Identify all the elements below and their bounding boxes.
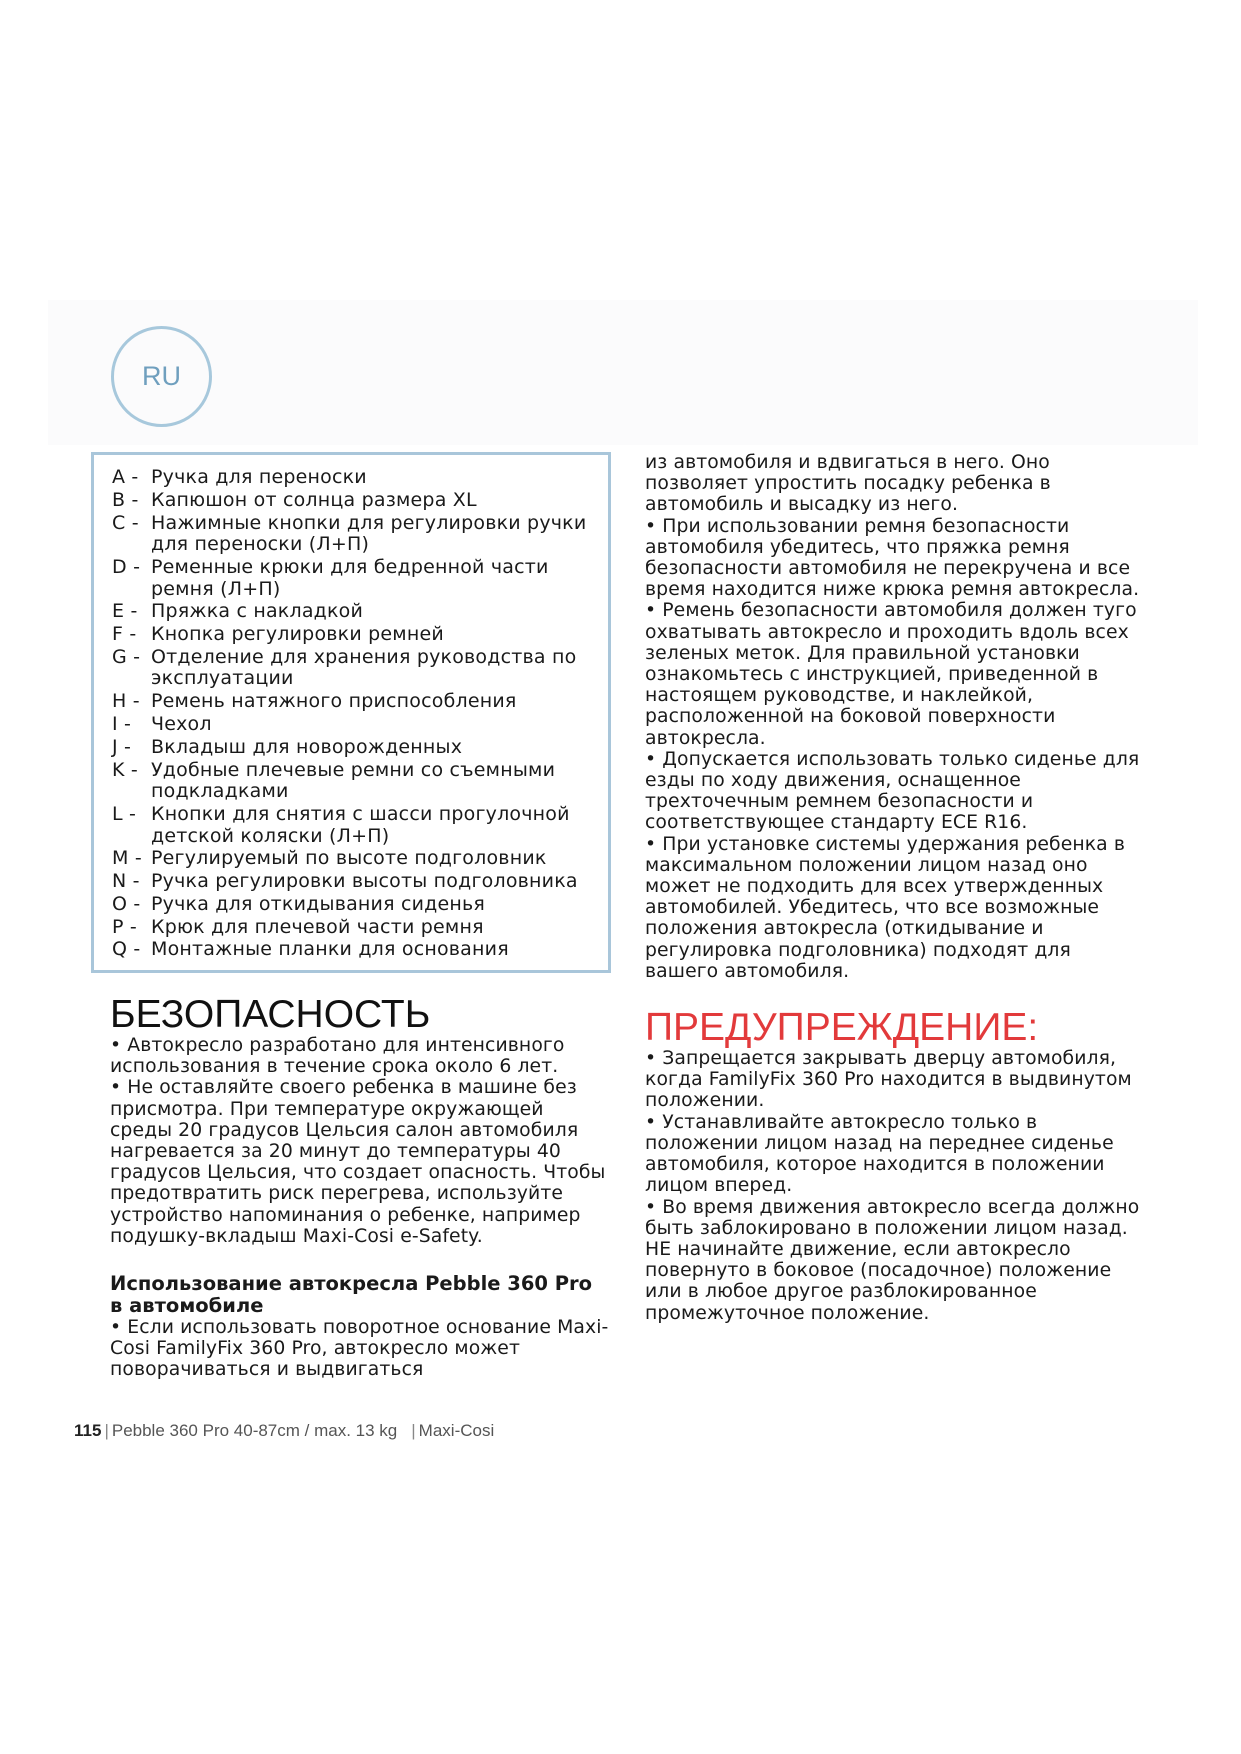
usage-paragraph: • При использовании ремня безопасности автомобиля убедитесь, что пряжка ремня безопасности автомобиля не перекручена и все время находится ниже крюка ремня автокресла. (645, 515, 1140, 601)
legend-item: E - Пряжка с накладкой (112, 600, 364, 623)
footer-separator: | (104, 1421, 109, 1440)
legend-item: P - Крюк для плечевой части ремня (112, 915, 484, 938)
legend-item: A - Ручка для переноски (112, 466, 367, 488)
warning-paragraph: • Устанавливайте автокресло только в положении лицом назад на переднее сиденье автомобиля, которое находится в положении лицом вперед. (645, 1111, 1114, 1197)
warning-paragraph: • Во время движения автокресло всегда должно быть заблокировано в положении лицом назад. НЕ начинайте движение, если автокресло повернуто в боковое (посадочное) положение или в любое другое разблокированное промежуточное положение. (645, 1196, 1140, 1324)
legend-item: F - Кнопка регулировки ремней (112, 623, 444, 646)
legend-item: K - Удобные плечевые ремни со съемными подкладками (112, 758, 556, 803)
usage-paragraph: • Ремень безопасности автомобиля должен туго охватывать автокресло и проходить вдоль всех зеленых меток. Для правильной установки ознакомьтесь с инструкцией, приведенной в настоящем руководстве, и наклейкой, расположенной на боковой поверхности автокресла. (645, 600, 1137, 749)
left-column (110, 995, 610, 1381)
legend-item: I - Чехол (112, 713, 212, 736)
legend-item: J - Вкладыш для новорожденных (112, 735, 463, 758)
legend-item: C - Нажимные кнопки для регулировки ручки для переноски (Л+П) (112, 511, 587, 556)
warning-heading: ПРЕДУПРЕЖДЕНИЕ: (645, 1006, 1039, 1050)
legend-item: Q - Монтажные планки для основания (112, 938, 509, 961)
page-number: 115 (74, 1421, 102, 1440)
usage-paragraph-continued: из автомобиля и вдвигаться в него. Оно позволяет упростить посадку ребенка в автомобиль и высадку из него. (645, 452, 1051, 516)
language-label: RU (142, 361, 181, 391)
right-column (645, 452, 1145, 1324)
language-badge (111, 326, 212, 427)
product-name: Pebble 360 Pro 40-87cm / max. 13 kg (111, 1421, 398, 1440)
usage-paragraph: • Если использовать поворотное основание Maxi-Cosi FamilyFix 360 Pro, автокресло может поворачиваться и выдвигаться (110, 1317, 609, 1381)
legend-item: B - Капюшон от солнца размера XL (112, 488, 477, 511)
legend-item: O - Ручка для откидывания сиденья (112, 892, 486, 915)
legend-item: N - Ручка регулировки высоты подголовника (112, 870, 578, 893)
parts-legend (91, 452, 611, 973)
legend-item: M - Регулируемый по высоте подголовник (112, 847, 547, 870)
warning-paragraph: • Запрещается закрывать дверцу автомобиля, когда FamilyFix 360 Pro находится в выдвинутом положении. (645, 1048, 1132, 1112)
brand-name: Maxi-Cosi (418, 1421, 495, 1440)
usage-heading: Использование автокресла Pebble 360 Pro в автомобиле (110, 1272, 593, 1318)
legend-item: L - Кнопки для снятия с шасси прогулочной детской коляски (Л+П) (112, 802, 570, 847)
header-band (48, 300, 1198, 445)
safety-paragraph: • Не оставляйте своего ребенка в машине без присмотра. При температуре окружающей среды 20 градусов Цельсия салон автомобиля нагревается за 20 минут до температуры 40 градусов Цельсия, что создает опасность. Чтобы предотвратить риск перегрева, используйте устройство напоминания о ребенке, например подушку-вкладыш Maxi-Cosi e-Safety. (110, 1077, 606, 1247)
legend-item: G - Отделение для хранения руководства по эксплуатации (112, 645, 577, 690)
safety-heading: БЕЗОПАСНОСТЬ (110, 993, 431, 1036)
legend-item: D - Ременные крюки для бедренной части ремня (Л+П) (112, 555, 549, 600)
usage-paragraph: • При установке системы удержания ребенка в максимальном положении лицом назад оно может не подходить для всех утвержденных автомобилей. Убедитесь, что все возможные положения автокресла (откидывание и регулировка подголовника) подходят для вашего автомобиля. (645, 833, 1126, 982)
usage-paragraph: • Допускается использовать только сиденье для езды по ходу движения, оснащенное трехточечным ремнем безопасности и соответствующее стандарту ECE R16. (645, 748, 1140, 834)
page-footer (74, 1421, 494, 1441)
legend-item: H - Ремень натяжного приспособления (112, 690, 517, 713)
footer-separator: | (411, 1421, 416, 1440)
safety-paragraph: • Автокресло разработано для интенсивного использования в течение срока около 6 лет. (110, 1035, 565, 1078)
